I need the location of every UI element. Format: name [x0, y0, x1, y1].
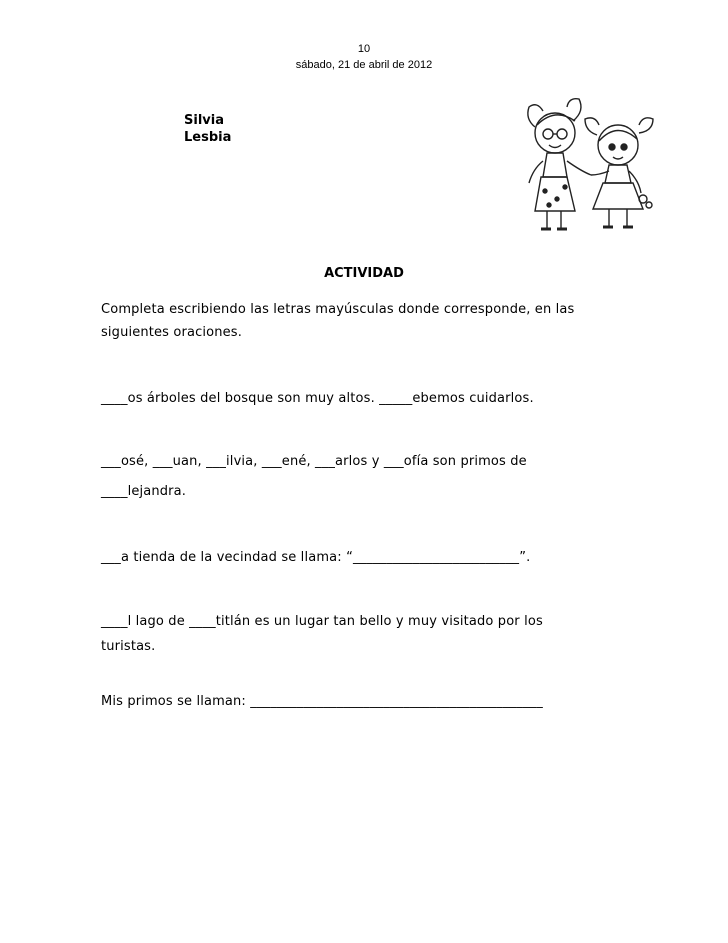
student-name-2: Lesbia	[184, 130, 232, 145]
instructions-line-1: Completa escribiendo las letras mayúsculas donde corresponde, en las	[101, 302, 575, 317]
exercise-1-line-1: ____os árboles del bosque son muy altos. _____ebemos cuidarlos.	[101, 391, 534, 406]
activity-title: ACTIVIDAD	[324, 266, 404, 281]
exercise-2-line-1: ___osé, ___uan, ___ilvia, ___ené, ___arlos y ___ofía son primos de	[101, 454, 527, 469]
date-line: sábado, 21 de abril de 2012	[295, 59, 433, 71]
page-number: 10	[357, 43, 371, 55]
exercise-2-line-2: ____lejandra.	[101, 484, 187, 499]
exercise-3-line-1: ___a tienda de la vecindad se llama: “_________________________”.	[101, 550, 531, 565]
exercise-4-line-1: ____l lago de ____titlán es un lugar tan bello y muy visitado por los	[101, 614, 543, 629]
student-names	[184, 112, 231, 146]
exercise-5-line-1: Mis primos se llaman: ____________________________________________	[101, 694, 543, 709]
two-girls-holding-hands-illustration	[513, 95, 663, 245]
instructions-line-2: siguientes oraciones.	[101, 325, 242, 340]
student-name-1: Silvia	[184, 113, 224, 128]
exercise-4-line-2: turistas.	[101, 639, 156, 654]
